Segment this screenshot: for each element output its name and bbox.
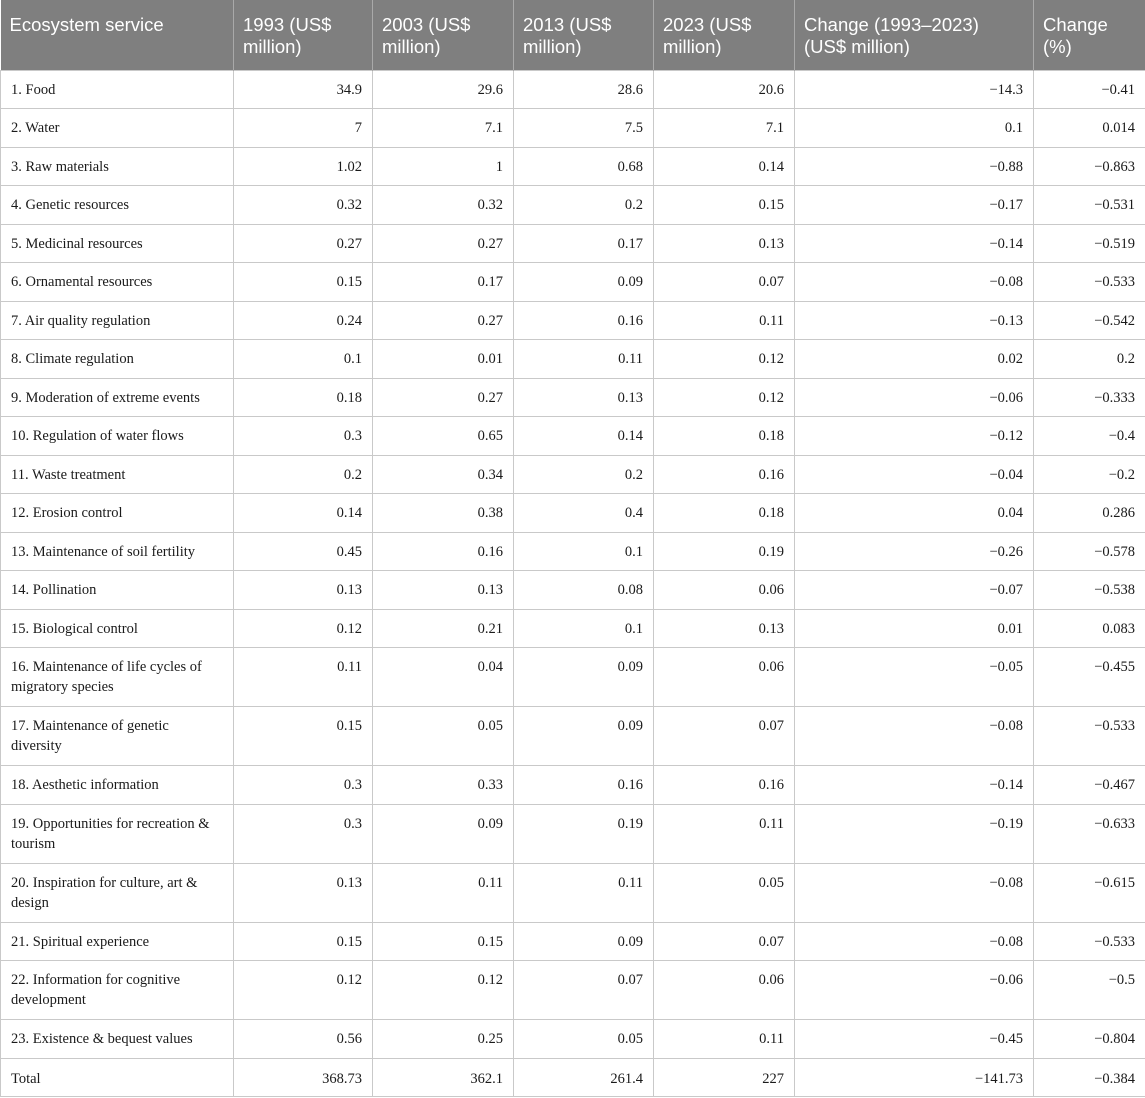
value-1993-cell: 0.2 [234,455,373,494]
total-label-cell: Total [1,1058,234,1097]
value-2003-cell: 0.12 [373,961,514,1020]
table-row [1,922,1145,961]
value-2013-cell: 0.2 [514,455,654,494]
value-2003-cell: 0.33 [373,766,514,805]
value-2003-cell: 0.27 [373,301,514,340]
table-row [1,263,1145,302]
header-change-usd: Change (1993–2023) (US$ million) [795,0,1034,70]
value-2023-cell: 0.05 [654,863,795,922]
value-2013-cell: 0.68 [514,147,654,186]
table-row [1,766,1145,805]
change-usd-cell: −0.88 [795,147,1034,186]
service-name-cell: 13. Maintenance of soil fertility [1,532,234,571]
table-row [1,378,1145,417]
header-2023: 2023 (US$ million) [654,0,795,70]
table-row [1,804,1145,863]
value-2023-cell: 0.12 [654,340,795,379]
change-usd-cell: −0.26 [795,532,1034,571]
change-percent-cell: −0.531 [1034,186,1145,225]
value-2023-cell: 0.07 [654,263,795,302]
table-row [1,863,1145,922]
value-2023-cell: 0.11 [654,301,795,340]
header-1993: 1993 (US$ million) [234,0,373,70]
change-percent-cell: −0.542 [1034,301,1145,340]
service-name-cell: 11. Waste treatment [1,455,234,494]
service-name-cell: 17. Maintenance of genetic diversity [1,707,234,766]
service-name-cell: 20. Inspiration for culture, art & design [1,863,234,922]
change-usd-cell: −0.08 [795,922,1034,961]
value-1993-cell: 0.3 [234,417,373,456]
value-2013-cell: 0.1 [514,532,654,571]
table-row [1,109,1145,148]
value-1993-cell: 0.27 [234,224,373,263]
table-header-row [1,0,1145,70]
table-row [1,340,1145,379]
service-name-cell: 12. Erosion control [1,494,234,533]
service-name-cell: 1. Food [1,70,234,109]
total-1993-cell: 368.73 [234,1058,373,1097]
change-usd-cell: −0.12 [795,417,1034,456]
service-name-cell: 14. Pollination [1,571,234,610]
table-row [1,224,1145,263]
service-name-cell: 8. Climate regulation [1,340,234,379]
service-name-cell: 16. Maintenance of life cycles of migratory species [1,648,234,707]
value-2013-cell: 0.4 [514,494,654,533]
value-1993-cell: 0.11 [234,648,373,707]
value-1993-cell: 0.18 [234,378,373,417]
value-2023-cell: 0.06 [654,648,795,707]
change-percent-cell: −0.333 [1034,378,1145,417]
value-2003-cell: 0.04 [373,648,514,707]
value-2023-cell: 20.6 [654,70,795,109]
value-2023-cell: 0.06 [654,961,795,1020]
total-2003-cell: 362.1 [373,1058,514,1097]
table-row [1,417,1145,456]
change-usd-cell: −0.05 [795,648,1034,707]
service-name-cell: 19. Opportunities for recreation & tourism [1,804,234,863]
value-2003-cell: 0.17 [373,263,514,302]
change-usd-cell: 0.04 [795,494,1034,533]
value-2013-cell: 0.09 [514,648,654,707]
change-percent-cell: −0.533 [1034,922,1145,961]
value-2013-cell: 0.2 [514,186,654,225]
value-2003-cell: 0.38 [373,494,514,533]
value-2013-cell: 0.16 [514,301,654,340]
change-usd-cell: −0.45 [795,1020,1034,1059]
change-percent-cell: −0.2 [1034,455,1145,494]
value-1993-cell: 0.45 [234,532,373,571]
value-2003-cell: 0.27 [373,224,514,263]
change-usd-cell: −0.06 [795,961,1034,1020]
value-1993-cell: 0.3 [234,804,373,863]
value-1993-cell: 0.15 [234,707,373,766]
change-usd-cell: 0.1 [795,109,1034,148]
change-percent-cell: −0.467 [1034,766,1145,805]
table-row [1,301,1145,340]
change-usd-cell: −0.06 [795,378,1034,417]
change-percent-cell: 0.2 [1034,340,1145,379]
change-percent-cell: −0.5 [1034,961,1145,1020]
service-name-cell: 22. Information for cognitive development [1,961,234,1020]
value-2003-cell: 0.21 [373,609,514,648]
value-2023-cell: 7.1 [654,109,795,148]
service-name-cell: 6. Ornamental resources [1,263,234,302]
value-2013-cell: 0.09 [514,922,654,961]
value-1993-cell: 1.02 [234,147,373,186]
service-name-cell: 15. Biological control [1,609,234,648]
value-2023-cell: 0.11 [654,804,795,863]
change-usd-cell: −0.04 [795,455,1034,494]
value-2023-cell: 0.19 [654,532,795,571]
header-2013: 2013 (US$ million) [514,0,654,70]
value-2003-cell: 0.25 [373,1020,514,1059]
table-row [1,70,1145,109]
value-2013-cell: 0.1 [514,609,654,648]
value-1993-cell: 0.15 [234,263,373,302]
value-1993-cell: 7 [234,109,373,148]
value-2023-cell: 0.14 [654,147,795,186]
value-1993-cell: 0.32 [234,186,373,225]
value-2023-cell: 0.06 [654,571,795,610]
value-2023-cell: 0.07 [654,707,795,766]
value-1993-cell: 0.56 [234,1020,373,1059]
table-row [1,455,1145,494]
service-name-cell: 5. Medicinal resources [1,224,234,263]
change-percent-cell: −0.533 [1034,263,1145,302]
value-1993-cell: 0.13 [234,863,373,922]
change-percent-cell: 0.286 [1034,494,1145,533]
value-1993-cell: 0.12 [234,609,373,648]
value-1993-cell: 0.24 [234,301,373,340]
value-2013-cell: 0.07 [514,961,654,1020]
value-2003-cell: 0.65 [373,417,514,456]
value-2003-cell: 0.15 [373,922,514,961]
value-2013-cell: 0.16 [514,766,654,805]
change-percent-cell: 0.014 [1034,109,1145,148]
value-2023-cell: 0.11 [654,1020,795,1059]
change-usd-cell: −0.14 [795,224,1034,263]
value-2013-cell: 0.11 [514,340,654,379]
value-2013-cell: 0.11 [514,863,654,922]
total-row [1,1058,1145,1097]
total-2023-cell: 227 [654,1058,795,1097]
value-2013-cell: 0.19 [514,804,654,863]
value-2023-cell: 0.12 [654,378,795,417]
value-2023-cell: 0.07 [654,922,795,961]
service-name-cell: 23. Existence & bequest values [1,1020,234,1059]
value-2003-cell: 0.32 [373,186,514,225]
header-change-percent: Change (%) [1034,0,1145,70]
service-name-cell: 18. Aesthetic information [1,766,234,805]
value-2013-cell: 0.17 [514,224,654,263]
service-name-cell: 21. Spiritual experience [1,922,234,961]
change-percent-cell: −0.804 [1034,1020,1145,1059]
value-2013-cell: 0.13 [514,378,654,417]
header-2003: 2003 (US$ million) [373,0,514,70]
change-percent-cell: −0.41 [1034,70,1145,109]
value-2023-cell: 0.13 [654,609,795,648]
value-2003-cell: 0.16 [373,532,514,571]
service-name-cell: 10. Regulation of water flows [1,417,234,456]
table-row [1,571,1145,610]
table-row [1,707,1145,766]
value-2023-cell: 0.13 [654,224,795,263]
value-2013-cell: 0.08 [514,571,654,610]
change-percent-cell: −0.863 [1034,147,1145,186]
change-usd-cell: −0.19 [795,804,1034,863]
change-usd-cell: −14.3 [795,70,1034,109]
value-2023-cell: 0.18 [654,417,795,456]
table-row [1,494,1145,533]
value-1993-cell: 0.14 [234,494,373,533]
value-2003-cell: 1 [373,147,514,186]
value-2003-cell: 0.09 [373,804,514,863]
change-usd-cell: −0.07 [795,571,1034,610]
value-2013-cell: 0.09 [514,707,654,766]
change-percent-cell: −0.615 [1034,863,1145,922]
total-2013-cell: 261.4 [514,1058,654,1097]
change-percent-cell: −0.633 [1034,804,1145,863]
value-2023-cell: 0.18 [654,494,795,533]
value-1993-cell: 0.1 [234,340,373,379]
service-name-cell: 2. Water [1,109,234,148]
table-row [1,147,1145,186]
change-percent-cell: −0.519 [1034,224,1145,263]
service-name-cell: 4. Genetic resources [1,186,234,225]
value-2003-cell: 29.6 [373,70,514,109]
value-2013-cell: 28.6 [514,70,654,109]
value-2013-cell: 7.5 [514,109,654,148]
change-percent-cell: −0.533 [1034,707,1145,766]
change-percent-cell: −0.455 [1034,648,1145,707]
value-2003-cell: 0.01 [373,340,514,379]
value-1993-cell: 0.13 [234,571,373,610]
value-2013-cell: 0.05 [514,1020,654,1059]
table-row [1,1020,1145,1059]
value-2003-cell: 0.05 [373,707,514,766]
table-row [1,961,1145,1020]
table-row [1,609,1145,648]
value-2003-cell: 0.11 [373,863,514,922]
value-1993-cell: 34.9 [234,70,373,109]
change-usd-cell: 0.01 [795,609,1034,648]
total-change-percent-cell: −0.384 [1034,1058,1145,1097]
header-ecosystem-service: Ecosystem service [1,0,234,70]
value-2013-cell: 0.09 [514,263,654,302]
change-percent-cell: −0.538 [1034,571,1145,610]
change-usd-cell: −0.17 [795,186,1034,225]
change-percent-cell: −0.578 [1034,532,1145,571]
value-2023-cell: 0.16 [654,455,795,494]
total-change-usd-cell: −141.73 [795,1058,1034,1097]
table-row [1,648,1145,707]
change-usd-cell: −0.08 [795,863,1034,922]
service-name-cell: 7. Air quality regulation [1,301,234,340]
value-2003-cell: 0.27 [373,378,514,417]
change-percent-cell: −0.4 [1034,417,1145,456]
service-name-cell: 9. Moderation of extreme events [1,378,234,417]
value-2013-cell: 0.14 [514,417,654,456]
change-usd-cell: −0.13 [795,301,1034,340]
value-1993-cell: 0.3 [234,766,373,805]
change-usd-cell: −0.08 [795,263,1034,302]
value-2003-cell: 0.13 [373,571,514,610]
value-1993-cell: 0.15 [234,922,373,961]
value-2023-cell: 0.15 [654,186,795,225]
value-1993-cell: 0.12 [234,961,373,1020]
change-usd-cell: 0.02 [795,340,1034,379]
service-name-cell: 3. Raw materials [1,147,234,186]
value-2003-cell: 0.34 [373,455,514,494]
value-2023-cell: 0.16 [654,766,795,805]
table-row [1,532,1145,571]
change-usd-cell: −0.08 [795,707,1034,766]
change-usd-cell: −0.14 [795,766,1034,805]
table-row [1,186,1145,225]
value-2003-cell: 7.1 [373,109,514,148]
change-percent-cell: 0.083 [1034,609,1145,648]
